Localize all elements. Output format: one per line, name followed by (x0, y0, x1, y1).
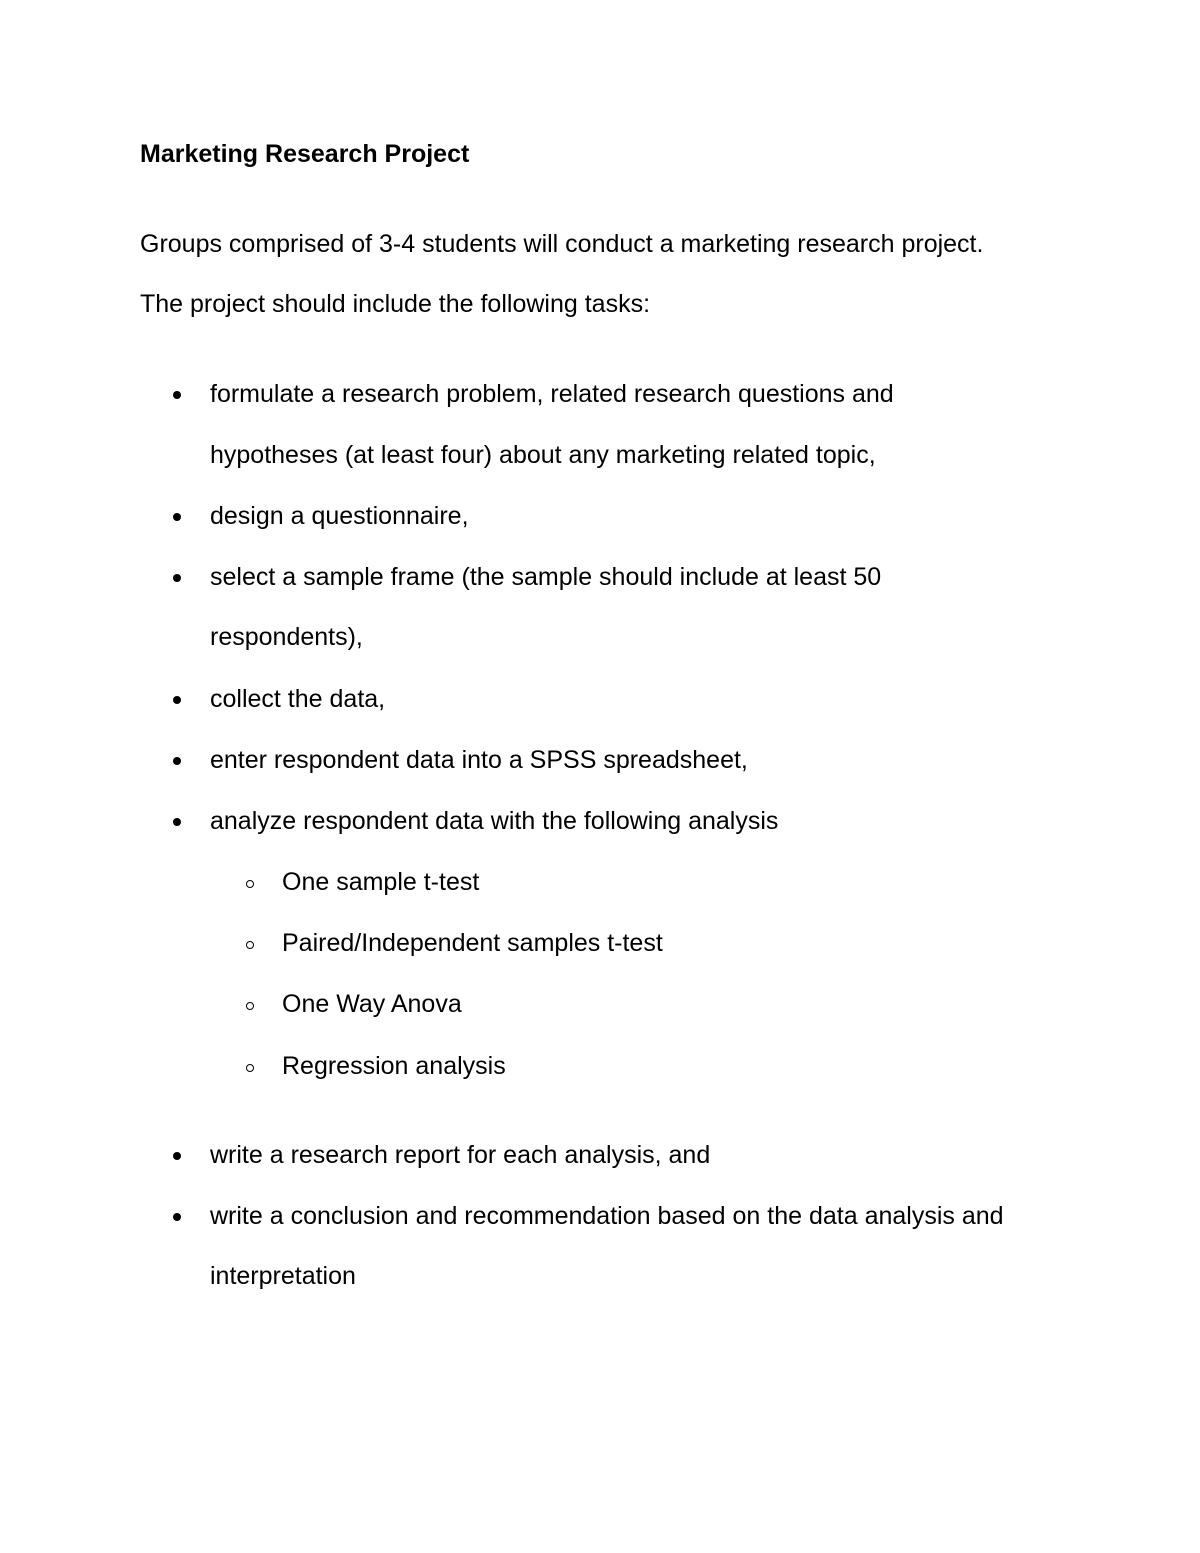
analysis-label: One sample t-test (282, 868, 480, 896)
hollow-bullet-icon (246, 1064, 254, 1072)
lead-in-paragraph: The project should include the following tasks: (140, 290, 651, 318)
hollow-bullet-icon (246, 941, 254, 949)
task-line: write a research report for each analysis, and (210, 1141, 711, 1169)
bullet-icon (173, 513, 181, 521)
hollow-bullet-icon (246, 880, 254, 888)
task-line: select a sample frame (the sample should include at least 50 (210, 563, 882, 591)
bullet-icon (173, 391, 181, 399)
analysis-label: Paired/Independent samples t-test (282, 929, 663, 957)
task-line: hypotheses (at least four) about any marketing related topic, (210, 441, 876, 469)
bullet-icon (173, 696, 181, 704)
intro-paragraph: Groups comprised of 3-4 students will conduct a marketing research project. (140, 230, 984, 258)
task-line: interpretation (210, 1262, 356, 1290)
task-line: respondents), (210, 623, 363, 651)
bullet-icon (173, 1213, 181, 1221)
task-line: write a conclusion and recommendation based on the data analysis and (210, 1202, 1004, 1230)
bullet-icon (173, 574, 181, 582)
bullet-icon (173, 818, 181, 826)
task-line: analyze respondent data with the following analysis (210, 807, 779, 835)
document-title: Marketing Research Project (140, 140, 470, 168)
task-line: collect the data, (210, 685, 386, 713)
bullet-icon (173, 1152, 181, 1160)
bullet-icon (173, 757, 181, 765)
task-line: formulate a research problem, related research questions and (210, 380, 894, 408)
task-line: enter respondent data into a SPSS spreadsheet, (210, 746, 748, 774)
hollow-bullet-icon (246, 1002, 254, 1010)
analysis-label: One Way Anova (282, 990, 462, 1018)
task-line: design a questionnaire, (210, 502, 469, 530)
analysis-label: Regression analysis (282, 1052, 506, 1080)
